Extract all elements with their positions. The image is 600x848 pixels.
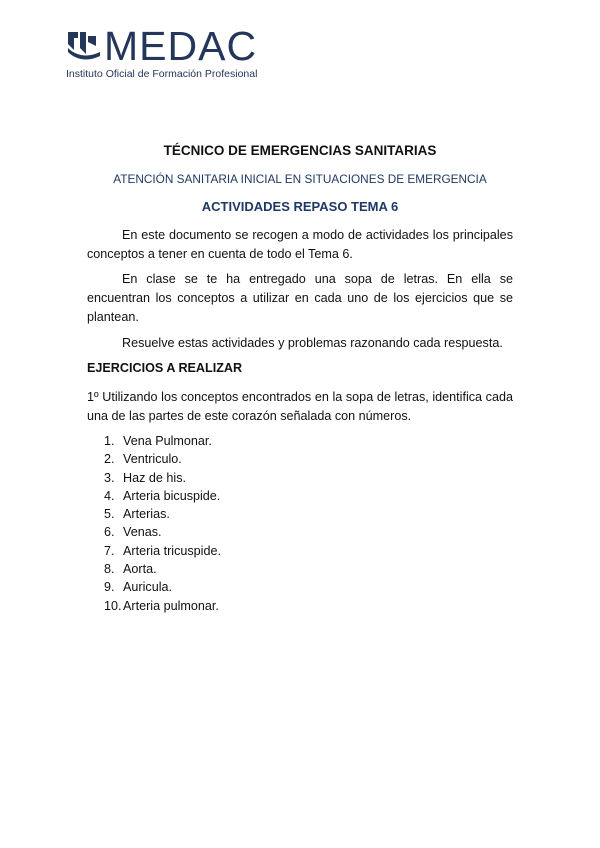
list-text: Haz de his.: [123, 470, 186, 485]
activities-heading: ACTIVIDADES REPASO TEMA 6: [201, 199, 399, 214]
list-item: [104, 578, 221, 596]
list-item: [104, 505, 221, 523]
list-number: 7.: [104, 543, 115, 558]
list-number: 4.: [104, 488, 115, 503]
list-text: Arteria bicuspide.: [123, 488, 221, 503]
document-title: TÉCNICO DE EMERGENCIAS SANITARIAS: [163, 143, 437, 158]
list-number: 2.: [104, 452, 115, 467]
list-text: Ventriculo.: [123, 452, 182, 467]
list-item: [104, 469, 221, 487]
list-text: Auricula.: [123, 580, 172, 595]
list-text: Aorta.: [123, 562, 157, 577]
list-text: Vena Pulmonar.: [123, 434, 212, 448]
list-number: 6.: [104, 525, 115, 540]
list-text: Arterias.: [123, 507, 170, 522]
medac-emblem-icon: [66, 30, 102, 60]
logo-wordmark: MEDAC: [104, 23, 258, 69]
list-number: 9.: [104, 580, 115, 595]
list-item: [104, 542, 221, 560]
answer-list: [104, 432, 221, 615]
exercises-section-title: EJERCICIOS A REALIZAR: [87, 361, 243, 375]
list-number: 1.: [104, 434, 115, 448]
list-item: [104, 597, 221, 615]
list-number: 10.: [104, 598, 122, 613]
intro-paragraph: En este documento se recogen a modo de actividades los principales conceptos a tener en cuenta de todo el Tema 6.: [87, 228, 513, 261]
medac-logo: [66, 23, 276, 84]
list-item: [104, 487, 221, 505]
instruction-paragraph: Resuelve estas actividades y problemas razonando cada respuesta.: [122, 336, 503, 350]
logo-tagline: Instituto Oficial de Formación Profesional: [66, 68, 258, 80]
list-item: [104, 432, 221, 450]
list-number: 3.: [104, 470, 115, 485]
list-item: [104, 560, 221, 578]
list-item: [104, 523, 221, 541]
document-subtitle: ATENCIÓN SANITARIA INICIAL EN SITUACIONES DE EMERGENCIA: [113, 172, 487, 186]
list-number: 5.: [104, 507, 115, 522]
question-1: 1º Utilizando los conceptos encontrados en la sopa de letras, identifica cada una de las partes de este corazón señalada con números.: [87, 390, 513, 423]
list-number: 8.: [104, 562, 115, 577]
list-text: Arteria tricuspide.: [123, 543, 221, 558]
list-text: Arteria pulmonar.: [123, 598, 219, 613]
class-note-paragraph: En clase se te ha entregado una sopa de letras. En ella se encuentran los conceptos a utilizar en cada uno de los ejercicios que se plantean.: [87, 272, 513, 324]
list-item: [104, 450, 221, 468]
list-text: Venas.: [123, 525, 162, 540]
